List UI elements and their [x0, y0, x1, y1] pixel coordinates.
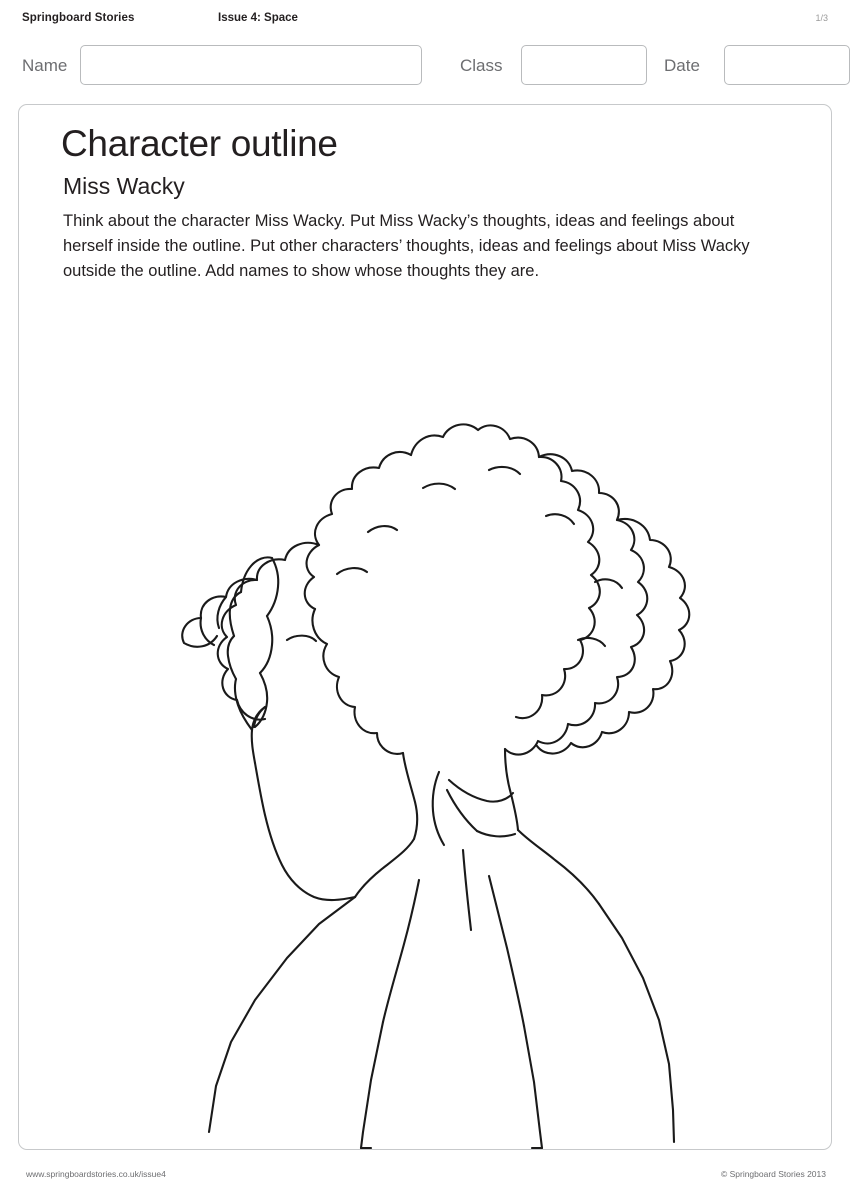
- footer-website[interactable]: www.springboardstories.co.uk/issue4: [26, 1169, 166, 1179]
- student-info-row: [18, 45, 832, 87]
- class-label: Class: [460, 56, 503, 75]
- character-name: Miss Wacky: [63, 173, 185, 199]
- worksheet-card: [18, 104, 832, 1150]
- name-label: Name: [22, 56, 68, 75]
- footer-copyright: © Springboard Stories 2013: [720, 1169, 826, 1179]
- page-number: 1/3: [815, 13, 828, 23]
- date-input[interactable]: [724, 45, 850, 85]
- page-title: Character outline: [61, 123, 338, 164]
- brand-title: Springboard Stories: [22, 12, 135, 24]
- date-label: Date: [664, 56, 700, 75]
- character-outline-figure: [19, 320, 832, 1150]
- issue-label: Issue 4: Space: [218, 12, 298, 24]
- class-input[interactable]: [521, 45, 647, 85]
- name-input[interactable]: [80, 45, 422, 85]
- instructions-text: Think about the character Miss Wacky. Put Miss Wacky’s thoughts, ideas and feelings about herself inside the outline. Put other characters’ thoughts, ideas and feelings about Miss Wacky outside the outline. Add names to show whose thoughts they are.: [63, 212, 750, 280]
- document-header: [22, 12, 828, 30]
- miss-wacky-outline-icon: [19, 320, 832, 1150]
